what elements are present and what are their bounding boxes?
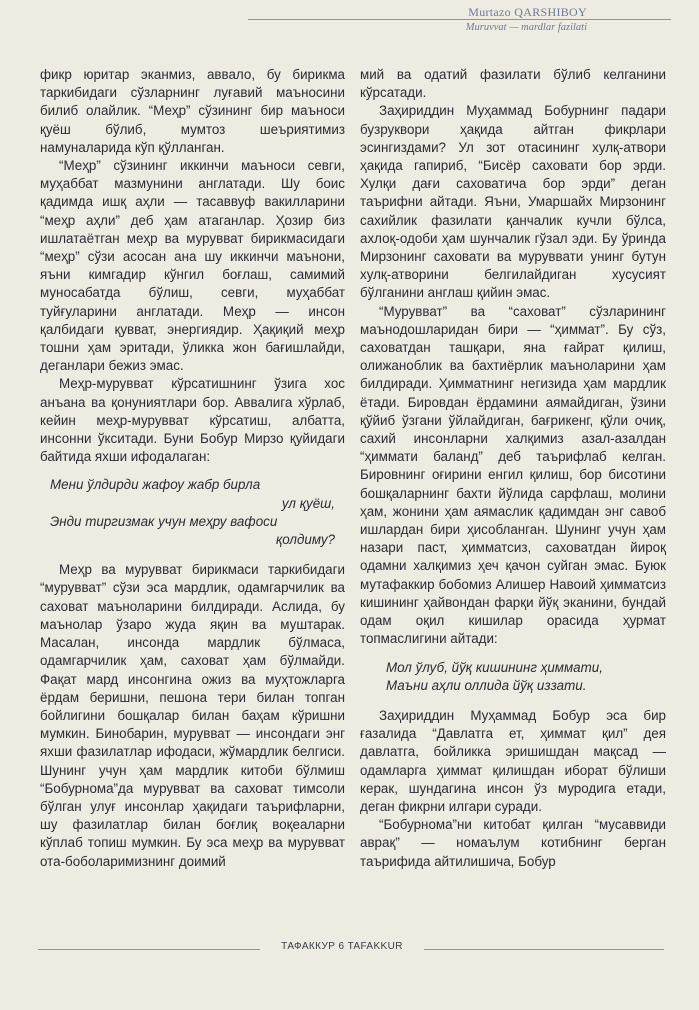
right-column [360,66,666,871]
poem-babur [40,476,345,549]
paragraph: “Мурувват” ва “саховат” сўзларининг маънодошларидан бири — “ҳиммат”. Бу сўз, саховатдан ташқари, яна ғайрат қилиш, олижаноблик ва бахтиёрлик маъноларини ҳам билдиради. Ҳимматнинг негизида ҳам мардлик ётади. Бировдан ёрдамини аямайдиган, ўзини қўйиб ўзгани ўйлайдиган, бағрикенг, қўли очиқ, сахий инсонларни халқимиз азал-азалдан “ҳиммати баланд” деб таърифлаб келган. Бировнинг оғирини енгил қилиш, бор бисотини бошқаларнинг бахти йўлида сарфлаш, молини ҳам, жонини ҳам аямаслик қадимдан энг савоб ишлардан бири ҳисобланган. Шунинг учун ҳам назари паст, ҳимматсиз, саховатдан йироқ одамни халқимиз ҳеч қачон суйган эмас. Буюк мутафаккир бобомиз Алишер Навоий ҳимматсиз кишининг ҳайвондан фарқи йўқ эканини, бундай одам оқил кишилар орасида ҳурмат топмаслигини айтади: [360,303,666,647]
poem-line: Маъни аҳли оллида йўқ иззати. [386,677,587,693]
header-subtitle: Muruvvat — mardlar fazilati [465,22,587,33]
left-column [40,66,345,871]
poem-line: қолдиму? [275,532,335,548]
footer-rule-right [424,949,664,950]
poem-navoi [360,659,666,695]
paragraph: фикр юритар эканмиз, аввало, бу бирикма таркибидаги сўзларнинг луғавий маъносини билиб олайлик. “Меҳр” сўзининг бир маъноси қуёш бўлиб, мумтоз шеъриятимиз намуналарида кўп қўлланган. [40,67,345,155]
poem-line: Мол ўлуб, йўқ кишининг ҳиммати, [386,659,603,675]
footer-label: ТАФАККУР 6 TAFAKKUR [281,941,403,952]
poem-line: Энди тиргизмак учун меҳру вафоси [50,513,278,529]
paragraph: Заҳириддин Муҳаммад Бобурнинг падари бузруквори ҳақида айтган фикрлари эсингиздами? Ул зот отасининг хулқ-атвори ҳақида гапириб, “Бисёр саховати бор эрди. Хулқи дағи саховатича бор эрди” деган таърифни айтади. Яъни, Умаршайх Мирзонинг сахийлик фазилати қанчалик кучли бўлса, ахлоқ-одоби ҳам шунчалик гўзал эди. Бу ўринда Мирзонинг саховати ва муруввати унинг бутун хулқ-атворини белгилайдиган хусусият бўлганини англаш қийин эмас. [360,103,666,301]
footer-rule-left [38,949,260,950]
running-footer [0,938,699,962]
header-author: Murtazo QARSHIBOY [468,5,587,19]
running-header [0,0,699,64]
poem-line: Мени ўлдирди жафоу жабр бирла [50,477,261,493]
paragraph: мий ва одатий фазилати бўлиб келганини кўрсатади. [360,67,666,101]
paragraph: Меҳр-мурувват кўрсатишнинг ўзига хос анъана ва қонуниятлари бор. Аввалига хўрлаб, кейин меҳр-мурувват кўрсатиш, албатта, инсонни ўкситади. Буни Бобур Мирзо қуйидаги байтида яхши ифодалаган: [40,376,345,465]
paragraph: “Меҳр” сўзининг иккинчи маъноси севги, муҳаббат мазмунини англатади. Шу боис қадимда ишқ аҳли — тасаввуф вакилларини “меҳр аҳли” деб ҳам атаганлар. Ҳозир биз ишлатаётган меҳр ва мурувват бирикмасидаги “меҳр” сўзи асосан ана шу иккинчи маънони, яъни кимгадир кўнгил боғлаш, самимий муносабатда бўлиш, севги, муҳаббат туйғуларини англатади. Меҳр — инсон қалбидаги қувват, энергиядир. Ҳақиқий меҳр тошни ҳам эритади, ўликка жон бағишлайди, деганлари бежиз эмас. [40,158,345,374]
poem-line: ул қуёш, [281,495,335,511]
header-rule [248,19,671,20]
paragraph: Заҳириддин Муҳаммад Бобур эса бир ғазалида “Давлатга ет, ҳиммат қил” дея давлатга, бойликка эришишдан мақсад — одамларга ҳиммат қилишдан иборат бўлиши керак, шундагина инсон ўз муродига етади, деган фикрни илгари суради. [360,707,666,814]
paragraph: “Бобурнома”ни китобат қилган “мусаввиди аврақ” — номаълум котибнинг берган таърифида айтилишича, Бобур [360,817,666,869]
paragraph: Меҳр ва мурувват бирикмаси таркибидаги “мурувват” сўзи эса мардлик, одамгарчилик ва саховат маъноларини билдиради. Аслида, бу маънолар ўзаро жуда яқин ва муштарак. Масалан, инсонда мардлик бўлмаса, одамгарчилик ҳам, саховат ҳам бўлмайди. Фақат мард инсонгина ожиз ва муҳтожларга ёрдам беришни, пешона тери билан топган бойлигини бошқалар билан баҳам кўришни мумкин. Бинобарин, мурувват — инсондаги энг яхши фазилатлар ифодаси, жўмардлик белгиси. Шунинг учун ҳам мардлик китоби бўлмиш “Бобурнома”да мурувват ва саховат тимсоли бўлган улуғ инсонлар ҳақидаги таърифларни, шу фазилатлар билан боғлиқ воқеаларни кўплаб топиш мумкин. Бу эса меҳр ва мурувват ота-боболаримизнинг доимий [40,562,345,869]
